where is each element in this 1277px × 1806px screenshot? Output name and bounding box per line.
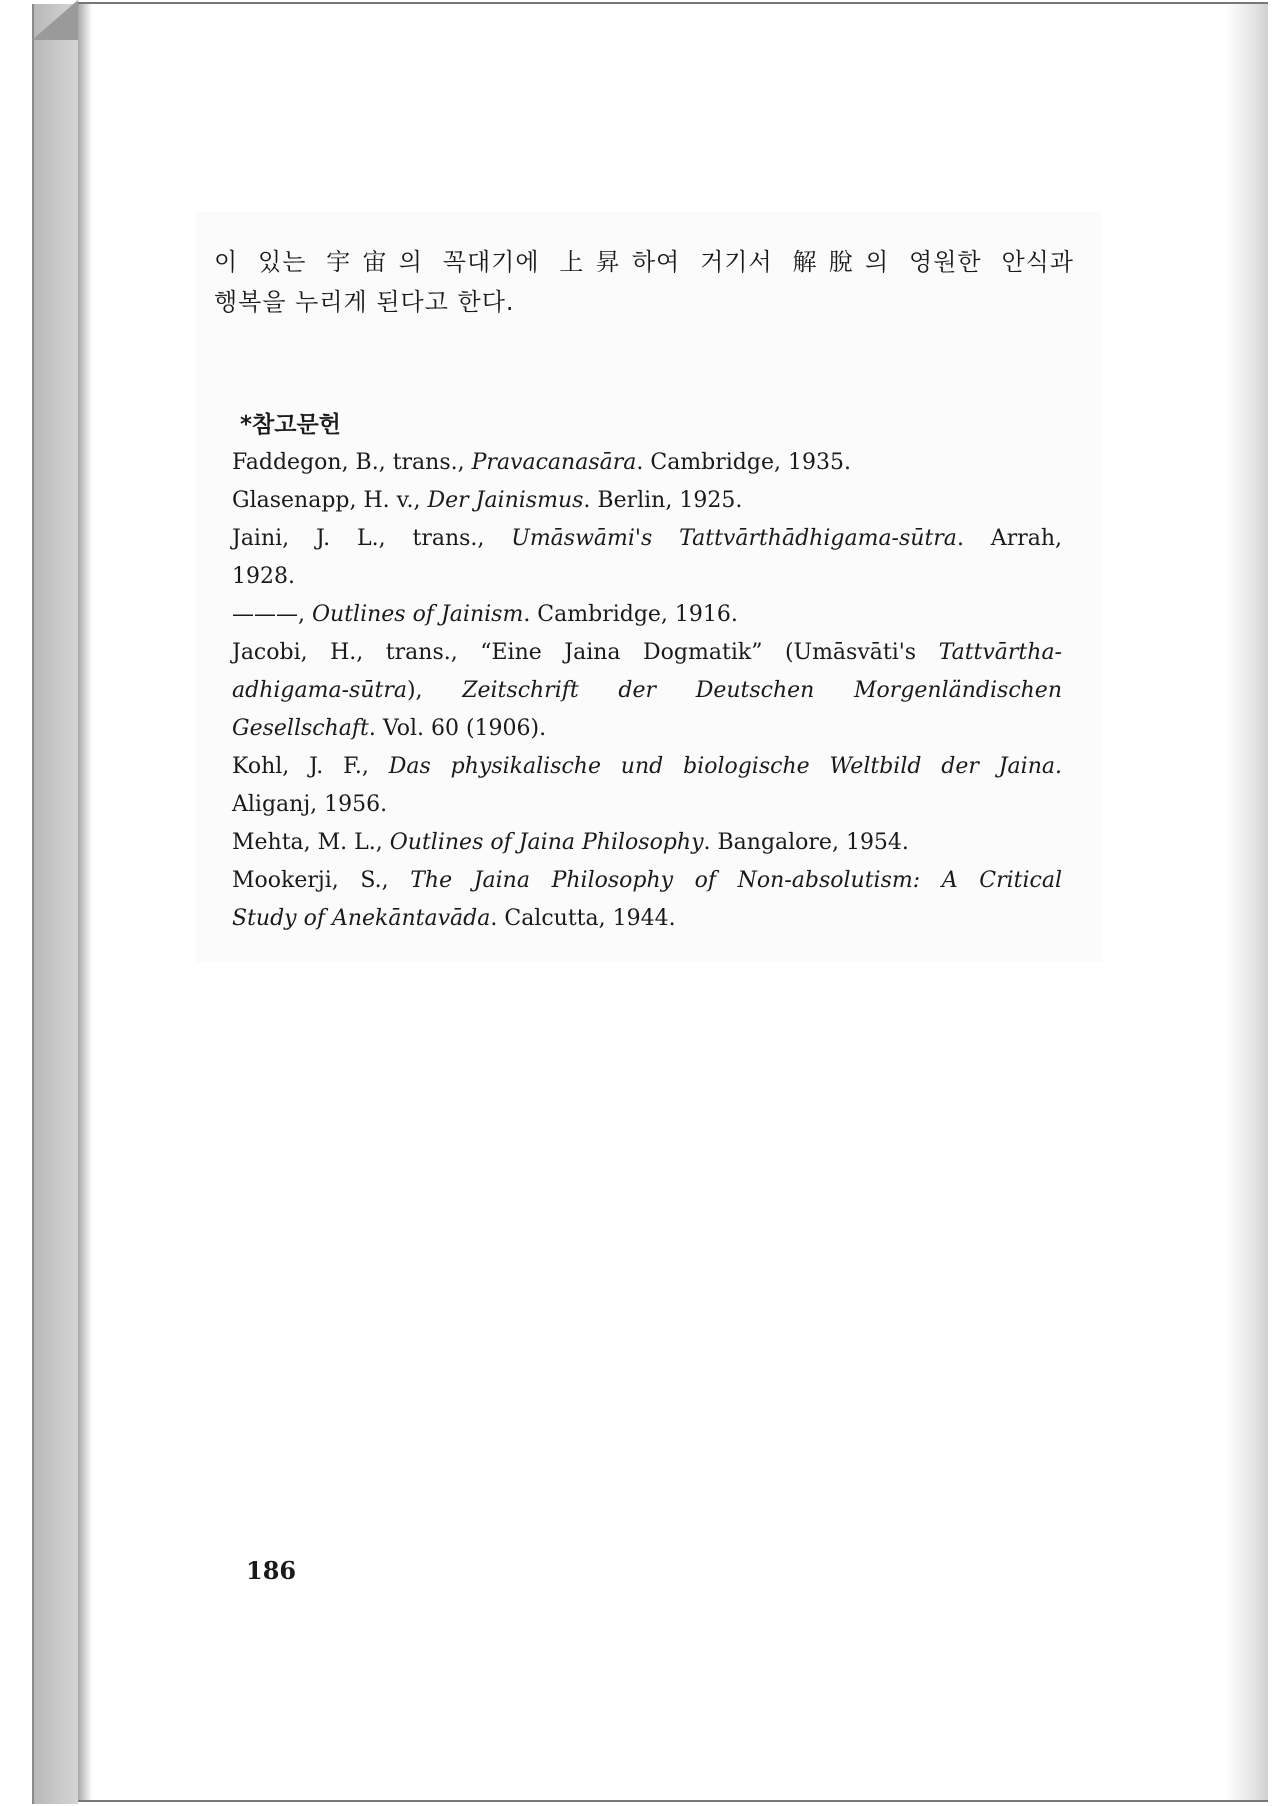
references-heading: *참고문헌: [240, 412, 341, 438]
reference-journal: Zeitschrift der Deutschen Morgenländischen: [462, 678, 1062, 703]
reference-year: 1928.: [232, 564, 295, 589]
reference-author: Glasenapp, H. v.,: [232, 488, 428, 513]
reference-author: Jaini, J. L., trans.,: [232, 526, 512, 551]
reference-punctuation: ),: [406, 678, 463, 703]
book-spine: [32, 4, 78, 1804]
reference-title: Tattvārtha-: [938, 640, 1062, 665]
references-list: [232, 444, 1062, 938]
reference-publication: . Calcutta, 1944.: [490, 906, 676, 931]
reference-title: Pravacanasāra: [471, 450, 637, 475]
reference-author: Kohl, J. F.,: [232, 754, 389, 779]
reference-item: [232, 634, 1062, 748]
reference-title: Der Jainismus: [427, 488, 584, 513]
reference-publication: . Arrah,: [956, 526, 1063, 551]
reference-publication: Aliganj, 1956.: [232, 792, 388, 817]
reference-title: Outlines of Jainism: [312, 602, 524, 627]
korean-paragraph: [214, 242, 1074, 322]
page-left-shadow: [78, 4, 92, 1800]
reference-journal: Gesellschaft: [232, 716, 369, 741]
reference-publication: . Cambridge, 1935.: [636, 450, 851, 475]
reference-author: Mookerji, S.,: [232, 868, 411, 893]
reference-item: [232, 596, 1062, 634]
reference-title: Study of Anekāntavāda: [232, 906, 491, 931]
reference-item: [232, 862, 1062, 938]
reference-item: [232, 444, 1062, 482]
reference-author: Mehta, M. L.,: [232, 830, 390, 855]
korean-line-2: 행복을 누리게 된다고 한다.: [214, 288, 515, 316]
reference-author: Jacobi, H., trans., “Eine Jaina Dogmatik” (Umāsvāti's: [232, 640, 939, 665]
reference-title: Umāswāmi's Tattvārthādhigama-sūtra: [511, 526, 957, 551]
page-number: 186: [246, 1556, 297, 1585]
reference-author: Faddegon, B., trans.,: [232, 450, 472, 475]
page-right-shadow: [1226, 4, 1268, 1800]
reference-publication: . Vol. 60 (1906).: [368, 716, 547, 741]
reference-item: [232, 824, 1062, 862]
reference-author: ———,: [232, 602, 312, 627]
reference-title: Outlines of Jaina Philosophy: [389, 830, 704, 855]
reference-item: [232, 748, 1062, 824]
reference-item: [232, 482, 1062, 520]
reference-item: [232, 520, 1062, 596]
reference-title: adhigama-sūtra: [232, 678, 407, 703]
korean-line-1: 이 있는 宇宙의 꼭대기에 上昇하여 거기서 解脫의 영원한 안식과: [214, 248, 1074, 276]
reference-publication: . Bangalore, 1954.: [703, 830, 909, 855]
reference-title: Das physikalische und biologische Weltbild der Jaina.: [388, 754, 1062, 779]
reference-publication: . Berlin, 1925.: [583, 488, 743, 513]
reference-title: The Jaina Philosophy of Non-absolutism: A Critical: [410, 868, 1062, 893]
reference-publication: . Cambridge, 1916.: [523, 602, 738, 627]
